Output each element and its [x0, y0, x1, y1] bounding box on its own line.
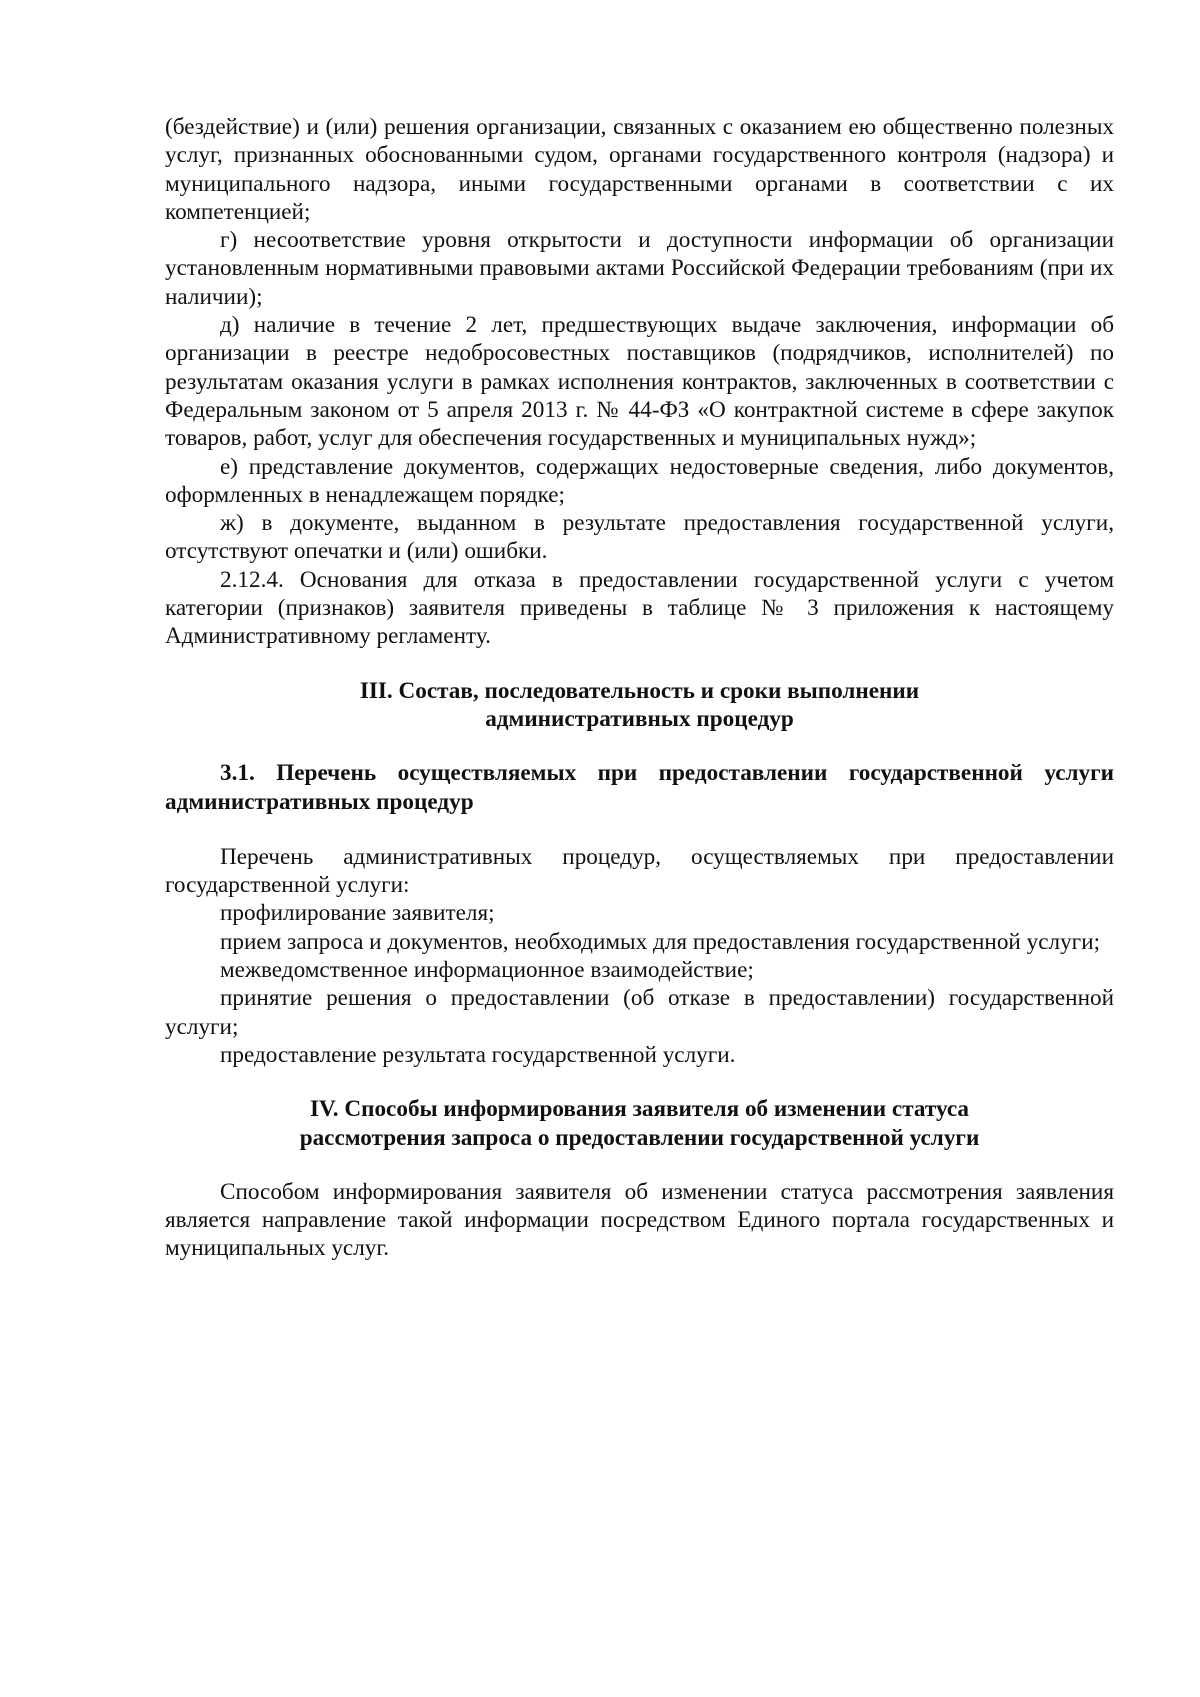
procedure-item: профилирование заявителя; [220, 900, 495, 927]
spacer [165, 651, 1114, 677]
paragraph-item-e: е) представление документов, содержащих недостоверные сведения, либо документов, оформленных в ненадлежащем порядке; [165, 453, 1114, 508]
procedure-item: предоставление результата государственной услуги. [220, 1041, 736, 1068]
spacer [165, 816, 1114, 843]
spacer [165, 1069, 1114, 1095]
paragraph-item-zh: ж) в документе, выданном в результате предоставления государственной услуги, отсутствуют опечатки и (или) ошибки. [165, 510, 1114, 565]
section4-title-line1: IV. Способы информирования заявителя об изменении статуса [309, 1096, 969, 1123]
spacer [165, 1152, 1114, 1178]
section4-title-line2: рассмотрения запроса о предоставлении государственной услуги [299, 1124, 980, 1151]
procedure-item: межведомственное информационное взаимодействие; [220, 957, 754, 984]
paragraph-2-12-4: 2.12.4. Основания для отказа в предоставлении государственной услуги с учетом категории (признаков) заявителя приведены в таблице № 3 приложения к настоящему Административному регламенту. [165, 566, 1114, 650]
paragraph-item-g: г) несоответствие уровня открытости и доступности информации об организации установленным нормативными правовыми актами Российской Федерации требованиям (при их наличии); [165, 227, 1114, 310]
procedures-list-intro: Перечень административных процедур, осуществляемых при предоставлении государственной услуги: [165, 843, 1114, 899]
procedure-item: прием запроса и документов, необходимых для предоставления государственной услуги; [220, 928, 1101, 955]
paragraph-item-d: д) наличие в течение 2 лет, предшествующих выдаче заключения, информации об организации в реестре недобросовестных поставщиков (подрядчиков, исполнителей) по результатам оказания услуги в рамках исполнения контрактов, заключенных в соответствии с Федеральным законом от 5 апреля 2013 г. № 44-ФЗ «О контрактной системе в сфере закупок товаров, работ, услуг для обеспечения государственных и муниципальных нужд»; [165, 312, 1114, 452]
procedure-item: принятие решения о предоставлении (об отказе в предоставлении) государственной услуги; [165, 985, 1114, 1040]
paragraph-continuation: (бездействие) и (или) решения организации, связанных с оказанием ею общественно полезных услуг, признанных обоснованными судом, органами государственного контроля (надзора) и муниципального надзора, иными государственными органами в соответствии с их компетенцией; [165, 114, 1114, 225]
section3-title-line2: административных процедур [485, 705, 794, 732]
section4-body: Способом информирования заявителя об изменении статуса рассмотрения заявления является направление такой информации посредством Единого портала государственных и муниципальных услуг. [165, 1178, 1114, 1262]
section3-title-line1: III. Состав, последовательность и сроки выполнении [359, 677, 920, 704]
spacer [165, 733, 1114, 759]
subsection-3-1-title: 3.1. Перечень осуществляемых при предоставлении государственной услуги административных процедур [165, 760, 1114, 815]
